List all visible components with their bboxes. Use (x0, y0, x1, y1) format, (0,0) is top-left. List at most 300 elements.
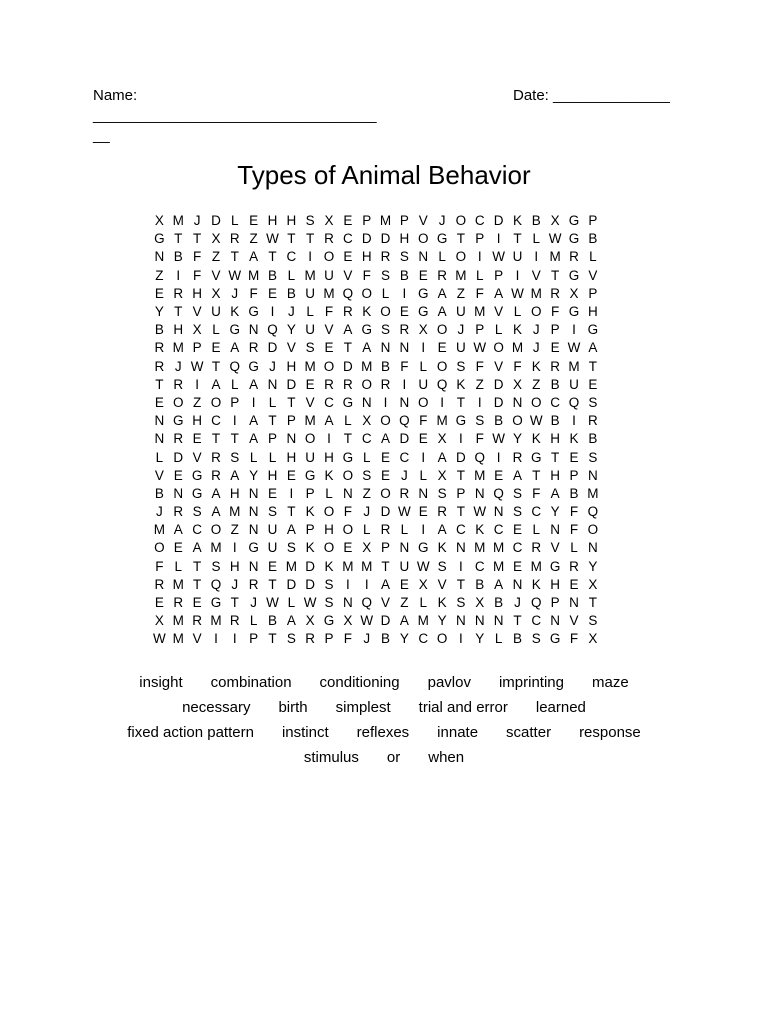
grid-letter[interactable]: V (494, 358, 504, 374)
grid-letter[interactable]: X (418, 576, 428, 592)
grid-letter[interactable]: Z (475, 376, 484, 392)
grid-letter[interactable]: U (324, 267, 334, 283)
grid-letter[interactable]: E (324, 340, 334, 356)
grid-letter[interactable]: K (569, 431, 579, 447)
grid-letter[interactable]: L (231, 213, 239, 229)
grid-letter[interactable]: I (440, 394, 444, 410)
grid-letter[interactable]: M (285, 558, 297, 574)
grid-letter[interactable]: N (380, 340, 391, 356)
grid-letter[interactable]: F (569, 631, 579, 647)
grid-letter[interactable]: K (475, 522, 485, 538)
grid-letter[interactable]: R (173, 504, 184, 520)
grid-letter[interactable]: S (588, 449, 598, 465)
grid-letter[interactable]: L (400, 522, 409, 538)
date-field[interactable]: Date: ______________ (513, 87, 670, 104)
grid-letter[interactable]: L (287, 267, 296, 283)
grid-letter[interactable]: T (287, 504, 296, 520)
grid-letter[interactable]: I (345, 576, 350, 592)
grid-letter[interactable]: E (343, 249, 353, 265)
grid-letter[interactable]: Q (229, 358, 241, 374)
grid-letter[interactable]: Y (437, 613, 447, 629)
grid-letter[interactable]: X (437, 467, 447, 483)
grid-letter[interactable]: R (342, 376, 353, 392)
grid-letter[interactable]: D (380, 504, 391, 520)
grid-letter[interactable]: A (211, 485, 221, 501)
grid-letter[interactable]: M (511, 340, 524, 356)
grid-letter[interactable]: A (249, 376, 259, 392)
grid-letter[interactable]: E (249, 213, 259, 229)
grid-letter[interactable]: N (493, 613, 504, 629)
grid-letter[interactable]: K (531, 431, 541, 447)
grid-letter[interactable]: C (192, 522, 202, 538)
grid-letter[interactable]: N (342, 595, 353, 611)
grid-letter[interactable]: D (380, 231, 391, 247)
grid-letter[interactable]: D (456, 449, 466, 465)
grid-letter[interactable]: C (286, 249, 297, 265)
grid-letter[interactable]: V (305, 394, 315, 410)
grid-letter[interactable]: N (493, 504, 504, 520)
grid-letter[interactable]: U (456, 304, 466, 320)
grid-letter[interactable]: E (381, 449, 391, 465)
grid-letter[interactable]: T (551, 267, 560, 283)
grid-letter[interactable]: T (268, 249, 277, 265)
grid-letter[interactable]: F (400, 358, 409, 374)
grid-letter[interactable]: J (363, 631, 371, 647)
grid-letter[interactable]: T (192, 231, 202, 247)
grid-letter[interactable]: T (287, 231, 296, 247)
grid-letter[interactable]: O (531, 304, 542, 320)
grid-letter[interactable]: G (304, 467, 316, 483)
grid-letter[interactable]: S (456, 358, 466, 374)
grid-letter[interactable]: A (173, 522, 183, 538)
grid-letter[interactable]: H (361, 249, 372, 265)
grid-letter[interactable]: J (231, 285, 239, 301)
grid-letter[interactable]: M (304, 358, 316, 374)
grid-letter[interactable]: F (192, 249, 202, 265)
grid-letter[interactable]: W (492, 249, 505, 265)
grid-letter[interactable]: S (362, 467, 372, 483)
grid-letter[interactable]: D (286, 576, 297, 592)
grid-letter[interactable]: O (417, 231, 429, 247)
grid-letter[interactable]: V (437, 576, 447, 592)
grid-letter[interactable]: G (210, 595, 222, 611)
grid-letter[interactable]: T (456, 231, 466, 247)
grid-letter[interactable]: X (550, 213, 560, 229)
grid-letter[interactable]: Y (588, 558, 598, 574)
grid-letter[interactable]: O (587, 522, 599, 538)
grid-letter[interactable]: T (174, 304, 183, 320)
grid-letter[interactable]: S (531, 631, 541, 647)
grid-letter[interactable]: G (568, 213, 580, 229)
grid-letter[interactable]: S (381, 267, 391, 283)
grid-letter[interactable]: C (324, 394, 334, 410)
grid-letter[interactable]: E (173, 540, 183, 556)
grid-letter[interactable]: I (308, 249, 313, 265)
grid-letter[interactable]: S (267, 504, 277, 520)
grid-letter[interactable]: D (342, 358, 353, 374)
grid-letter[interactable]: E (211, 340, 221, 356)
grid-letter[interactable]: Z (249, 231, 258, 247)
grid-letter[interactable]: S (324, 595, 334, 611)
grid-letter[interactable]: H (324, 522, 334, 538)
grid-letter[interactable]: J (250, 595, 258, 611)
grid-letter[interactable]: T (230, 249, 239, 265)
grid-letter[interactable]: R (248, 576, 259, 592)
grid-letter[interactable]: L (419, 358, 427, 374)
grid-letter[interactable]: L (419, 595, 427, 611)
grid-letter[interactable]: M (210, 540, 222, 556)
grid-letter[interactable]: T (287, 394, 296, 410)
grid-letter[interactable]: N (154, 431, 165, 447)
grid-letter[interactable]: Q (568, 394, 580, 410)
grid-letter[interactable]: R (173, 376, 184, 392)
grid-letter[interactable]: B (550, 413, 560, 429)
grid-letter[interactable]: H (267, 213, 278, 229)
grid-letter[interactable]: B (494, 595, 504, 611)
grid-letter[interactable]: N (342, 485, 353, 501)
grid-letter[interactable]: S (305, 213, 315, 229)
grid-letter[interactable]: G (531, 449, 542, 465)
grid-letter[interactable]: G (587, 322, 599, 338)
grid-letter[interactable]: G (323, 613, 335, 629)
grid-letter[interactable]: E (399, 576, 409, 592)
grid-letter[interactable]: I (496, 449, 501, 465)
grid-letter[interactable]: A (381, 576, 391, 592)
grid-letter[interactable]: A (381, 431, 391, 447)
grid-letter[interactable]: M (549, 249, 561, 265)
grid-letter[interactable]: T (230, 431, 239, 447)
grid-letter[interactable]: S (437, 558, 447, 574)
grid-letter[interactable]: S (399, 249, 409, 265)
grid-letter[interactable]: K (512, 213, 522, 229)
grid-letter[interactable]: T (343, 340, 352, 356)
grid-letter[interactable]: B (381, 631, 391, 647)
grid-letter[interactable]: A (230, 340, 240, 356)
grid-letter[interactable]: M (474, 467, 486, 483)
grid-letter[interactable]: V (211, 267, 221, 283)
grid-letter[interactable]: P (324, 631, 334, 647)
grid-letter[interactable]: K (230, 304, 240, 320)
grid-letter[interactable]: J (401, 467, 408, 483)
grid-letter[interactable]: B (399, 267, 409, 283)
grid-letter[interactable]: B (267, 613, 277, 629)
grid-letter[interactable]: N (512, 394, 523, 410)
grid-letter[interactable]: Q (474, 449, 486, 465)
grid-letter[interactable]: N (154, 249, 165, 265)
grid-letter[interactable]: U (305, 322, 316, 338)
grid-letter[interactable]: E (267, 285, 277, 301)
grid-letter[interactable]: S (588, 613, 598, 629)
grid-letter[interactable]: N (361, 394, 372, 410)
grid-letter[interactable]: B (512, 631, 522, 647)
grid-letter[interactable]: T (551, 449, 560, 465)
grid-letter[interactable]: A (192, 540, 202, 556)
grid-letter[interactable]: T (456, 394, 466, 410)
grid-letter[interactable]: V (154, 467, 164, 483)
grid-letter[interactable]: A (437, 285, 447, 301)
grid-letter[interactable]: S (512, 504, 522, 520)
grid-letter[interactable]: W (548, 231, 562, 247)
grid-letter[interactable]: R (342, 304, 353, 320)
grid-letter[interactable]: E (173, 467, 183, 483)
grid-letter[interactable]: T (268, 413, 277, 429)
grid-letter[interactable]: X (154, 613, 164, 629)
grid-letter[interactable]: Z (230, 522, 239, 538)
grid-letter[interactable]: T (456, 467, 466, 483)
grid-letter[interactable]: N (512, 576, 523, 592)
grid-letter[interactable]: L (589, 249, 597, 265)
grid-letter[interactable]: L (532, 522, 541, 538)
grid-letter[interactable]: C (418, 631, 429, 647)
grid-letter[interactable]: P (381, 540, 391, 556)
grid-letter[interactable]: O (154, 540, 165, 556)
grid-letter[interactable]: O (531, 394, 542, 410)
grid-letter[interactable]: G (248, 540, 259, 556)
grid-letter[interactable]: W (190, 358, 204, 374)
grid-letter[interactable]: B (286, 285, 296, 301)
grid-letter[interactable]: M (474, 540, 486, 556)
grid-letter[interactable]: M (172, 576, 184, 592)
grid-letter[interactable]: W (473, 340, 487, 356)
grid-letter[interactable]: X (362, 413, 372, 429)
grid-letter[interactable]: V (418, 213, 428, 229)
grid-letter[interactable]: L (494, 322, 503, 338)
grid-letter[interactable]: M (172, 631, 184, 647)
grid-letter[interactable]: L (212, 322, 220, 338)
grid-letter[interactable]: M (172, 213, 184, 229)
grid-letter[interactable]: E (418, 431, 428, 447)
grid-letter[interactable]: N (399, 540, 410, 556)
grid-letter[interactable]: A (437, 449, 447, 465)
grid-letter[interactable]: U (418, 376, 429, 392)
grid-letter[interactable]: E (305, 376, 315, 392)
grid-letter[interactable]: R (380, 249, 391, 265)
grid-letter[interactable]: E (588, 376, 598, 392)
grid-letter[interactable]: O (436, 631, 448, 647)
grid-letter[interactable]: K (324, 558, 334, 574)
grid-letter[interactable]: U (211, 304, 221, 320)
grid-letter[interactable]: S (230, 449, 240, 465)
grid-letter[interactable]: I (270, 304, 275, 320)
grid-letter[interactable]: M (568, 358, 580, 374)
grid-letter[interactable]: W (416, 558, 430, 574)
grid-letter[interactable]: U (399, 558, 410, 574)
grid-letter[interactable]: A (399, 613, 409, 629)
grid-letter[interactable]: N (569, 595, 579, 611)
grid-letter[interactable]: I (383, 394, 388, 410)
grid-letter[interactable]: E (343, 540, 353, 556)
grid-letter[interactable]: Y (475, 631, 485, 647)
grid-letter[interactable]: M (379, 213, 392, 229)
grid-letter[interactable]: B (154, 485, 164, 501)
grid-letter[interactable]: B (494, 413, 504, 429)
grid-letter[interactable]: E (381, 467, 391, 483)
grid-letter[interactable]: G (549, 558, 561, 574)
grid-letter[interactable]: T (155, 376, 164, 392)
grid-letter[interactable]: P (588, 213, 598, 229)
grid-letter[interactable]: S (286, 540, 296, 556)
grid-letter[interactable]: X (211, 285, 221, 301)
grid-letter[interactable]: Z (532, 376, 541, 392)
grid-letter[interactable]: J (363, 504, 371, 520)
grid-letter[interactable]: J (532, 340, 540, 356)
grid-letter[interactable]: O (361, 376, 372, 392)
grid-letter[interactable]: Z (192, 394, 202, 410)
grid-letter[interactable]: R (437, 267, 447, 283)
grid-letter[interactable]: H (399, 231, 410, 247)
grid-letter[interactable]: X (588, 631, 598, 647)
grid-letter[interactable]: J (156, 504, 163, 520)
grid-letter[interactable]: H (587, 304, 598, 320)
grid-letter[interactable]: N (248, 485, 259, 501)
grid-letter[interactable]: E (154, 285, 164, 301)
grid-letter[interactable]: O (342, 467, 354, 483)
grid-letter[interactable]: F (362, 267, 371, 283)
grid-letter[interactable]: T (513, 613, 522, 629)
grid-letter[interactable]: V (531, 267, 541, 283)
grid-letter[interactable]: I (232, 413, 237, 429)
grid-letter[interactable]: B (588, 231, 598, 247)
grid-letter[interactable]: J (193, 213, 201, 229)
grid-letter[interactable]: M (304, 267, 316, 283)
grid-letter[interactable]: B (267, 267, 277, 283)
grid-letter[interactable]: M (229, 504, 241, 520)
grid-letter[interactable]: G (229, 322, 241, 338)
grid-letter[interactable]: T (343, 431, 352, 447)
grid-letter[interactable]: K (456, 376, 466, 392)
grid-letter[interactable]: K (437, 540, 447, 556)
grid-letter[interactable]: J (514, 595, 521, 611)
grid-letter[interactable]: N (550, 522, 561, 538)
grid-letter[interactable]: L (362, 522, 371, 538)
grid-letter[interactable]: N (248, 558, 259, 574)
grid-letter[interactable]: E (154, 394, 164, 410)
grid-letter[interactable]: C (342, 231, 353, 247)
grid-letter[interactable]: I (459, 431, 463, 447)
grid-letter[interactable]: U (569, 376, 579, 392)
grid-letter[interactable]: F (343, 504, 352, 520)
grid-letter[interactable]: W (567, 340, 581, 356)
grid-letter[interactable]: W (303, 595, 317, 611)
grid-letter[interactable]: Y (550, 504, 560, 520)
grid-letter[interactable]: R (305, 631, 316, 647)
grid-letter[interactable]: K (362, 304, 372, 320)
grid-letter[interactable]: D (493, 213, 504, 229)
grid-letter[interactable]: Z (211, 249, 221, 265)
grid-letter[interactable]: G (568, 267, 580, 283)
grid-letter[interactable]: L (476, 267, 484, 283)
grid-letter[interactable]: E (569, 449, 579, 465)
grid-letter[interactable]: D (173, 449, 184, 465)
grid-letter[interactable]: E (267, 485, 277, 501)
grid-letter[interactable]: V (324, 322, 334, 338)
grid-letter[interactable]: A (362, 340, 372, 356)
grid-letter[interactable]: H (286, 213, 297, 229)
grid-letter[interactable]: K (305, 504, 315, 520)
grid-letter[interactable]: C (211, 413, 221, 429)
grid-letter[interactable]: O (342, 522, 354, 538)
grid-letter[interactable]: M (153, 522, 166, 538)
grid-letter[interactable]: R (380, 522, 391, 538)
grid-letter[interactable]: R (324, 231, 334, 247)
grid-letter[interactable]: A (249, 249, 259, 265)
grid-letter[interactable]: X (343, 613, 353, 629)
grid-letter[interactable]: J (269, 358, 276, 374)
grid-letter[interactable]: I (232, 631, 237, 647)
grid-letter[interactable]: H (324, 449, 334, 465)
grid-letter[interactable]: T (588, 358, 597, 374)
grid-letter[interactable]: L (570, 540, 578, 556)
grid-letter[interactable]: Z (400, 595, 409, 611)
grid-letter[interactable]: M (361, 558, 373, 574)
grid-letter[interactable]: M (172, 613, 184, 629)
grid-letter[interactable]: V (588, 267, 598, 283)
grid-letter[interactable]: R (229, 613, 240, 629)
grid-letter[interactable]: I (251, 394, 256, 410)
grid-letter[interactable]: O (323, 504, 335, 520)
grid-letter[interactable]: L (231, 376, 239, 392)
grid-letter[interactable]: M (474, 304, 486, 320)
grid-letter[interactable]: I (176, 267, 181, 283)
grid-letter[interactable]: E (512, 558, 522, 574)
grid-letter[interactable]: F (532, 485, 541, 501)
grid-letter[interactable]: U (456, 340, 466, 356)
grid-letter[interactable]: W (398, 504, 411, 520)
grid-letter[interactable]: E (192, 431, 202, 447)
grid-letter[interactable]: M (530, 558, 542, 574)
grid-letter[interactable]: X (475, 595, 485, 611)
grid-letter[interactable]: D (493, 376, 504, 392)
grid-letter[interactable]: S (211, 558, 221, 574)
grid-letter[interactable]: Z (155, 267, 164, 283)
grid-letter[interactable]: B (154, 322, 164, 338)
grid-letter[interactable]: B (550, 376, 560, 392)
grid-letter[interactable]: K (437, 595, 447, 611)
grid-letter[interactable]: R (154, 576, 165, 592)
grid-letter[interactable]: A (343, 322, 353, 338)
grid-letter[interactable]: C (361, 431, 372, 447)
grid-letter[interactable]: N (154, 413, 165, 429)
grid-letter[interactable]: W (266, 595, 279, 611)
grid-letter[interactable]: I (459, 631, 463, 647)
grid-letter[interactable]: I (459, 558, 463, 574)
grid-letter[interactable]: P (362, 213, 372, 229)
grid-letter[interactable]: G (154, 231, 165, 247)
grid-letter[interactable]: G (173, 413, 184, 429)
grid-letter[interactable]: N (456, 613, 466, 629)
grid-letter[interactable]: O (210, 394, 222, 410)
grid-letter[interactable]: I (477, 394, 482, 410)
grid-letter[interactable]: R (569, 249, 579, 265)
grid-letter[interactable]: B (475, 576, 485, 592)
grid-letter[interactable]: V (569, 613, 579, 629)
grid-letter[interactable]: Y (154, 304, 164, 320)
grid-letter[interactable]: D (493, 394, 504, 410)
grid-letter[interactable]: N (399, 340, 410, 356)
grid-letter[interactable]: I (496, 231, 501, 247)
grid-letter[interactable]: S (456, 595, 466, 611)
grid-letter[interactable]: I (327, 431, 331, 447)
grid-letter[interactable]: Y (512, 431, 522, 447)
grid-letter[interactable]: H (267, 467, 278, 483)
grid-letter[interactable]: F (343, 631, 352, 647)
grid-letter[interactable]: K (512, 322, 522, 338)
grid-letter[interactable]: E (550, 340, 560, 356)
grid-letter[interactable]: W (529, 413, 543, 429)
grid-letter[interactable]: A (550, 485, 560, 501)
grid-letter[interactable]: G (549, 631, 561, 647)
grid-letter[interactable]: J (174, 358, 182, 374)
